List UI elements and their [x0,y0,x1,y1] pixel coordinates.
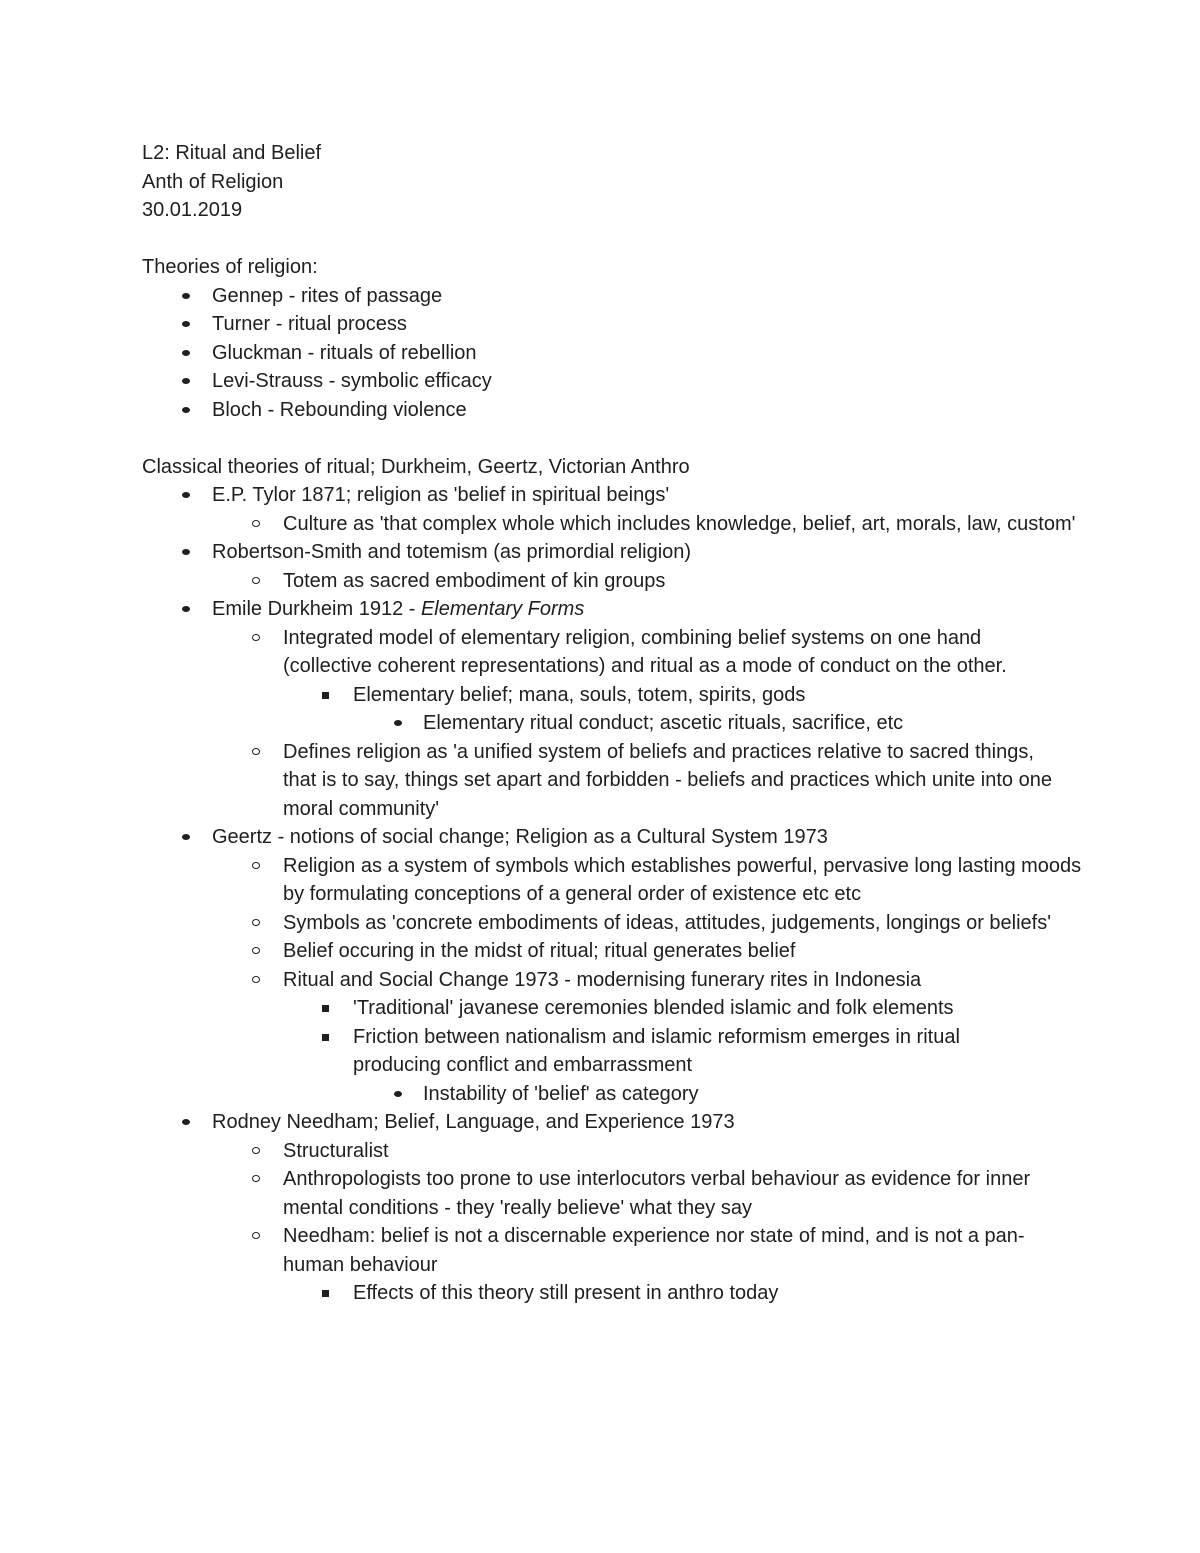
list-item: Elementary belief; mana, souls, totem, spirits, gods [353,683,806,706]
list-item: Turner - ritual process [212,313,407,335]
list-item: Gluckman - rituals of rebellion [212,341,477,364]
list-item: E.P. Tylor 1871; religion as 'belief in spiritual beings' [212,484,670,506]
list-item: Friction between nationalism and islamic reformism emerges in ritual producing conflict and embarrassment [353,1025,960,1076]
list-item: Ritual and Social Change 1973 - modernising funerary rites in Indonesia [283,968,922,991]
list-item: Levi-Strauss - symbolic efficacy [212,370,492,392]
list-item: Culture as 'that complex whole which includes knowledge, belief, art, morals, law, custom' [283,512,1076,535]
doc-title: L2: Ritual and Belief [142,142,322,164]
list-item: Needham: belief is not a discernable experience nor state of mind, and is not a pan-human behaviour [283,1225,1025,1276]
list-item: Robertson-Smith and totemism (as primordial religion) [212,541,692,563]
book-title: Elementary Forms [420,598,585,620]
list-item: Geertz - notions of social change; Religion as a Cultural System 1973 [212,826,828,848]
list-item: Belief occuring in the midst of ritual; ritual generates belief [283,940,796,962]
list-item: Rodney Needham; Belief, Language, and Experience 1973 [212,1111,735,1133]
list-item: Structuralist [283,1139,389,1162]
list-item: Gennep - rites of passage [212,284,443,307]
doc-course: Anth of Religion [142,170,284,193]
doc-date: 30.01.2019 [142,199,243,221]
list-item: Bloch - Rebounding violence [212,398,467,421]
list-item: Emile Durkheim 1912 - Elementary Forms [212,598,585,620]
list-item: Instability of 'belief' as category [423,1082,699,1105]
list-item: Symbols as 'concrete embodiments of ideas, attitudes, judgements, longings or beliefs' [283,911,1052,934]
list-item: Totem as sacred embodiment of kin groups [283,569,666,592]
list-item: Anthropologists too prone to use interlocutors verbal behaviour as evidence for inner mental conditions - they 'really believe' what they say [283,1168,1031,1219]
list-item: Religion as a system of symbols which establishes powerful, pervasive long lasting moods by formulating conceptions of a general order of existence etc etc [283,854,1082,905]
list-item: Effects of this theory still present in anthro today [353,1282,779,1304]
list-item: 'Traditional' javanese ceremonies blended islamic and folk elements [353,997,954,1019]
classical-heading: Classical theories of ritual; Durkheim, Geertz, Victorian Anthro [142,455,690,478]
theories-heading: Theories of religion: [142,256,318,278]
list-item: Elementary ritual conduct; ascetic rituals, sacrifice, etc [423,712,904,734]
list-item: Defines religion as 'a unified system of beliefs and practices relative to sacred things, that is to say, things set apart and forbidden - beliefs and practices which unite into one moral community' [283,740,1052,820]
list-item: Integrated model of elementary religion, combining belief systems on one hand (collective coherent representations) and ritual as a mode of conduct on the other. [283,626,1007,677]
notes-body [142,139,1082,1308]
